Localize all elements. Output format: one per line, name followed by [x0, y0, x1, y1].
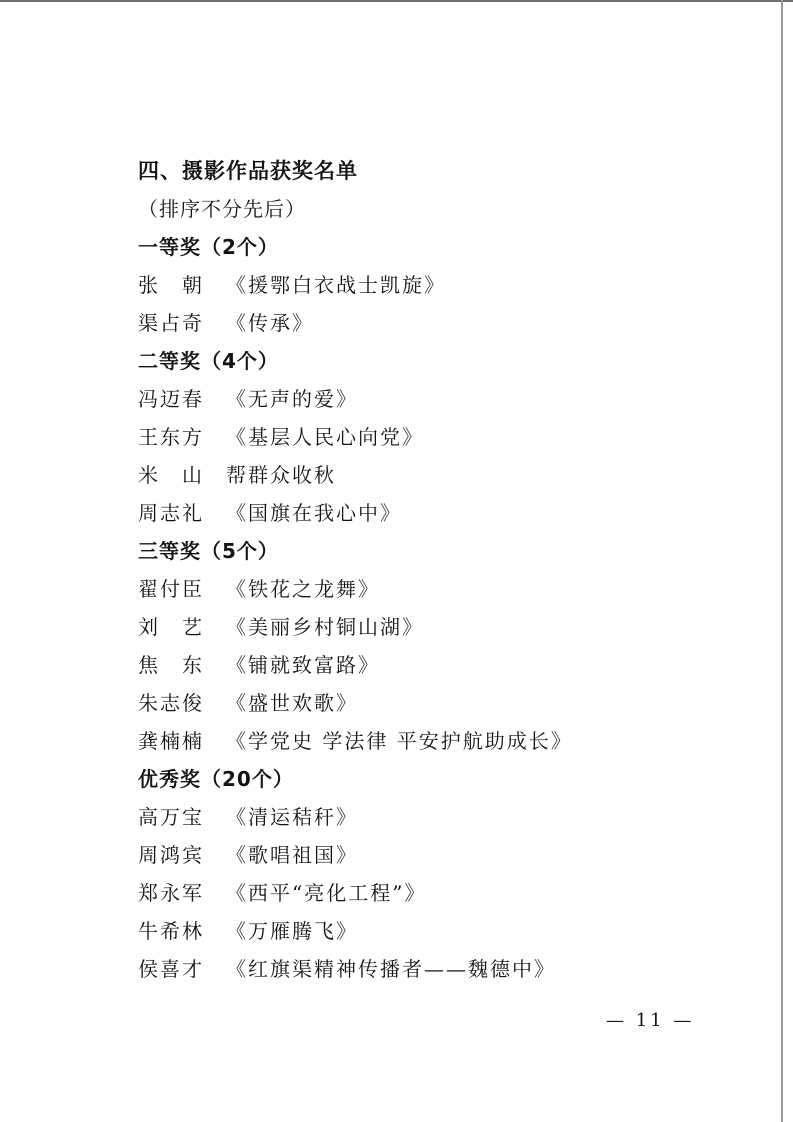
winner-name: 张 朝	[138, 273, 204, 297]
award-entry	[138, 380, 698, 418]
award-entry	[138, 874, 698, 912]
winner-name: 周鸿宾	[138, 843, 204, 867]
award-entry	[138, 684, 698, 722]
award-entry	[138, 266, 698, 304]
award-entry	[138, 798, 698, 836]
award-entry	[138, 456, 698, 494]
second-prize-heading: 二等奖（4个）	[138, 349, 279, 373]
scan-right-edge	[781, 0, 783, 1122]
award-entry	[138, 912, 698, 950]
excellence-prize-heading: 优秀奖（20个）	[138, 767, 294, 791]
section-heading: 四、摄影作品获奖名单	[138, 159, 358, 183]
page-number: — 11 —	[606, 1010, 695, 1031]
award-entry	[138, 418, 698, 456]
first-prize-heading: 一等奖（2个）	[138, 235, 279, 259]
award-entry	[138, 950, 698, 988]
winner-name: 渠占奇	[138, 311, 204, 335]
work-title: 《学党史 学法律 平安护航助成长》	[226, 729, 573, 753]
award-entry	[138, 646, 698, 684]
winner-name: 高万宝	[138, 805, 204, 829]
award-entry	[138, 836, 698, 874]
work-title: 《盛世欢歌》	[226, 691, 358, 715]
award-entry	[138, 304, 698, 342]
work-title: 《美丽乡村铜山湖》	[226, 615, 424, 639]
work-title: 《无声的爱》	[226, 387, 358, 411]
work-title: 《传承》	[226, 311, 314, 335]
winner-name: 焦 东	[138, 653, 204, 677]
award-entry	[138, 722, 698, 760]
work-title: 《西平“亮化工程”》	[226, 881, 427, 905]
winner-name: 刘 艺	[138, 615, 204, 639]
work-title: 《基层人民心向党》	[226, 425, 424, 449]
work-title: 帮群众收秋	[226, 463, 336, 487]
winner-name: 侯喜才	[138, 957, 204, 981]
winner-name: 冯迈春	[138, 387, 204, 411]
work-title: 《铁花之龙舞》	[226, 577, 380, 601]
winner-name: 朱志俊	[138, 691, 204, 715]
work-title: 《清运秸秆》	[226, 805, 358, 829]
work-title: 《红旗渠精神传播者——魏德中》	[226, 957, 556, 981]
winner-name: 米 山	[138, 463, 204, 487]
winner-name: 王东方	[138, 425, 204, 449]
work-title: 《铺就致富路》	[226, 653, 380, 677]
award-entry	[138, 608, 698, 646]
work-title: 《歌唱祖国》	[226, 843, 358, 867]
award-entry	[138, 494, 698, 532]
scan-top-edge	[0, 0, 793, 2]
award-list-document	[138, 152, 698, 988]
winner-name: 牛希林	[138, 919, 204, 943]
winner-name: 翟付臣	[138, 577, 204, 601]
winner-name: 郑永军	[138, 881, 204, 905]
ordering-note: （排序不分先后）	[138, 197, 306, 221]
third-prize-heading: 三等奖（5个）	[138, 539, 279, 563]
winner-name: 龚楠楠	[138, 729, 204, 753]
work-title: 《国旗在我心中》	[226, 501, 402, 525]
award-entry	[138, 570, 698, 608]
work-title: 《援鄂白衣战士凯旋》	[226, 273, 446, 297]
work-title: 《万雁腾飞》	[226, 919, 358, 943]
winner-name: 周志礼	[138, 501, 204, 525]
